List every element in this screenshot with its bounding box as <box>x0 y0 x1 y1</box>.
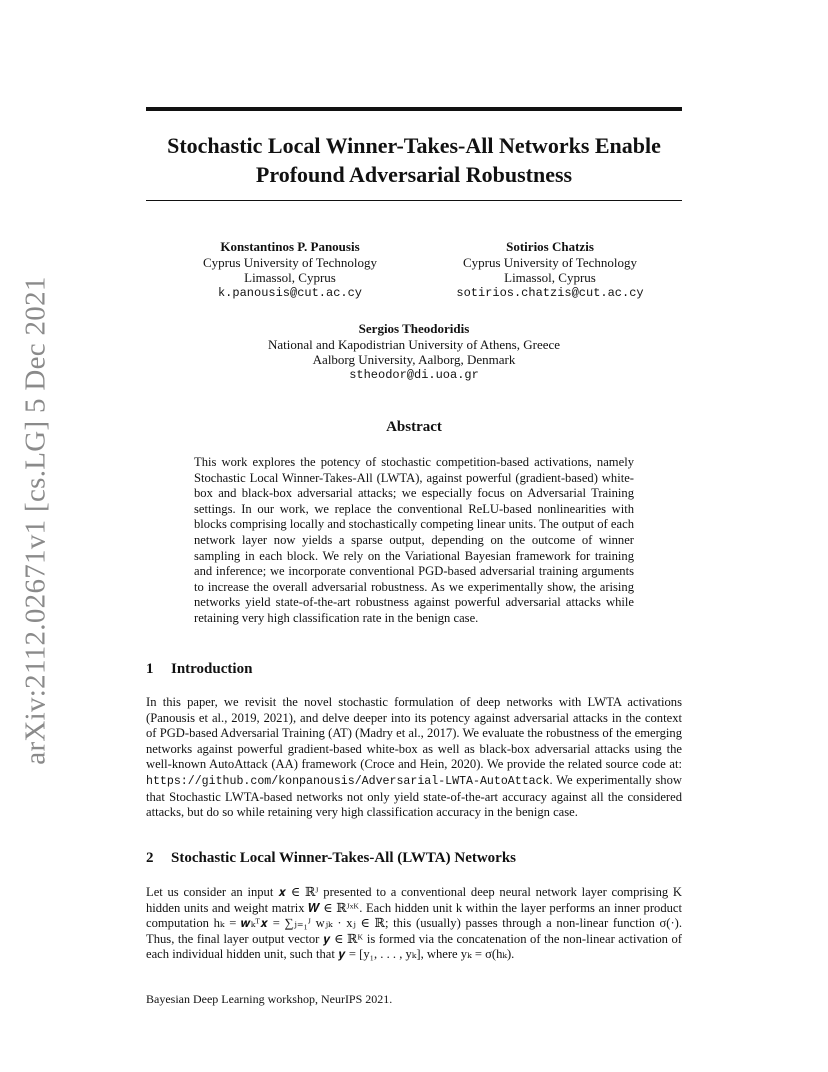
section-number: 2 <box>146 850 154 866</box>
author-affiliation: Cyprus University of Technology <box>203 254 377 270</box>
author-affiliation: National and Kapodistrian University of Athens, Greece <box>267 336 561 352</box>
introduction-paragraph <box>146 695 682 821</box>
title-rule-bottom <box>146 200 682 201</box>
section-title: Stochastic Local Winner-Takes-All (LWTA) Networks <box>171 850 517 866</box>
author-name: Sotirios Chatzis <box>506 239 594 254</box>
section-number: 1 <box>146 661 154 677</box>
author-location: Limassol, Cyprus <box>244 270 336 285</box>
intro-text-end: . We experimentally show that Stochastic LWTA-based networks not only yield state-of-the-art accuracy against all the considered attacks, but do so while retaining very high classification accuracy in the benign case. <box>146 772 682 820</box>
lwta-paragraph: Let us consider an input 𝒙 ∈ ℝᴶ presented to a conventional deep neural network layer comprising K hidden units and weight matrix 𝑾 ∈ ℝᴶˣᴷ. Each hidden unit k within the layer performs an inner product computation hₖ = 𝒘ₖᵀ𝒙 = ∑ⱼ₌₁ᴶ wⱼₖ · xⱼ ∈ ℝ; this (usually) passes through a non-linear function σ(·). Thus, the final layer output vector 𝒚 ∈ ℝᴷ is formed via the concatenation of the non-linear activation of each individual hidden unit, such that 𝒚 = [y₁, . . . , yₖ], where yₖ = σ(hₖ). <box>146 885 682 962</box>
author-email: k.panousis@cut.ac.cy <box>217 285 363 300</box>
author-name: Konstantinos P. Panousis <box>220 239 360 254</box>
footer-venue: Bayesian Deep Learning workshop, NeurIPS 2021. <box>146 992 393 1006</box>
source-code-link[interactable]: https://github.com/konpanousis/Adversarial-LWTA-AutoAttack <box>146 774 550 788</box>
author-affiliation-2: Aalborg University, Aalborg, Denmark <box>312 352 516 367</box>
author-block-3 <box>214 321 614 383</box>
author-block-1 <box>170 239 410 301</box>
arxiv-side-stamp <box>12 275 60 765</box>
author-affiliation: Cyprus University of Technology <box>463 254 637 270</box>
paper-title: Stochastic Local Winner-Takes-All Networks Enable Profound Adversarial Robustness <box>167 133 661 187</box>
intro-text-start: In this paper, we revisit the novel stochastic formulation of deep networks with LWTA activations (Panousis et al., 2019, 2021), and delve deeper into its potency against adversarial attacks in the context of PGD-based Adversarial Training (AT) (Madry et al., 2017). We evaluate the robustness of the emerging networks against powerful gradient-based white-box as well as black-box adversarial attacks using the well-known AutoAttack (AA) framework (Croce and Hein, 2020). We provide the related source code at: <box>146 695 682 772</box>
author-email: stheodor@di.uoa.gr <box>349 367 479 382</box>
author-name: Sergios Theodoridis <box>358 321 470 336</box>
abstract-heading: Abstract <box>386 419 442 435</box>
abstract-text: This work explores the potency of stochastic competition-based activations, namely Stochastic Local Winner-Takes-All (LWTA), against powerful (gradient-based) white-box and black-box adversarial attacks; we especially focus on Adversarial Training settings. In our work, we replace the conventional ReLU-based nonlinearities with blocks comprising locally and stochastically competing linear units. The output of each network layer now yields a sparse output, depending on the outcome of winner sampling in each block. We rely on the Variational Bayesian framework for training and inference; we incorporate conventional PGD-based adversarial training arguments to increase the overall adversarial robustness. As we experimentally show, the arising networks yield state-of-the-art robustness against powerful adversarial attacks while retaining very high classification rate in the benign case. <box>194 455 634 625</box>
section-heading-lwta <box>146 850 516 867</box>
section-title: Introduction <box>171 661 253 677</box>
author-block-2 <box>415 239 685 301</box>
title-rule-top <box>146 107 682 111</box>
section-heading-introduction <box>146 661 252 678</box>
author-location: Limassol, Cyprus <box>504 270 596 285</box>
arxiv-identifier: arXiv:2112.02671v1 [cs.LG] 5 Dec 2021 <box>19 275 52 765</box>
author-email: sotirios.chatzis@cut.ac.cy <box>456 285 644 300</box>
